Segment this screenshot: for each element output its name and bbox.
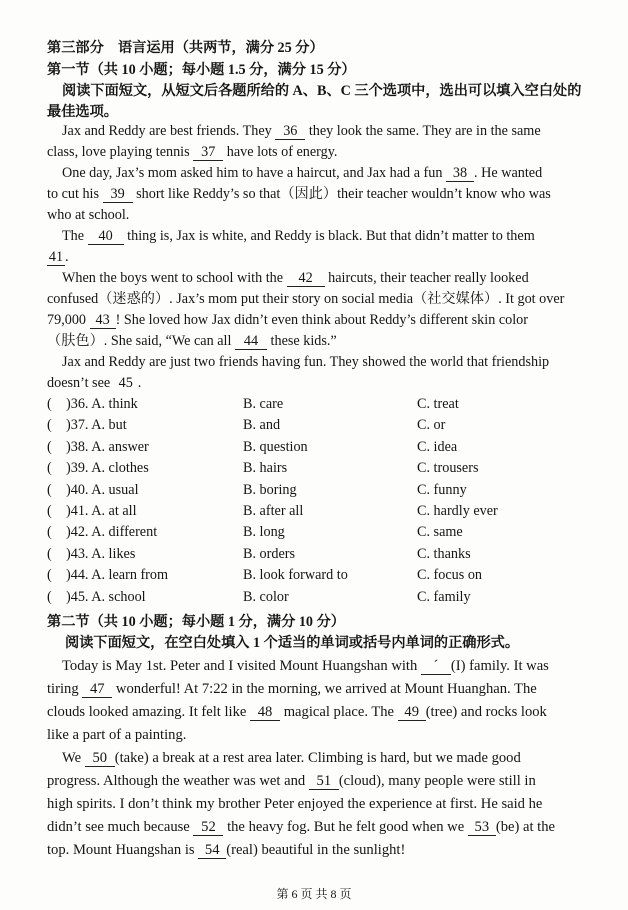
question-option-a: )43. A. likes <box>66 546 136 562</box>
question-option-b: B. after all <box>243 503 304 519</box>
question-option-c: C. same <box>417 524 463 540</box>
passage1-line: to cut his 39 short like Reddy’s so that（因此）their teacher wouldn’t know who was <box>47 186 551 202</box>
blank-53: 53 <box>468 819 496 836</box>
question-option-a: )41. A. at all <box>66 503 137 519</box>
question-option-a: )36. A. think <box>66 396 138 412</box>
question-option-b: B. care <box>243 396 284 412</box>
question-option-a: )44. A. learn from <box>66 567 169 583</box>
blank-46: ´ <box>421 658 451 675</box>
question-option-a: )38. A. answer <box>66 439 149 455</box>
blank-40: 40 <box>88 228 124 245</box>
question-option-a: )40. A. usual <box>66 482 139 498</box>
question-option-a: )37. A. but <box>66 417 127 433</box>
answer-bracket: ( <box>47 503 52 519</box>
answer-bracket: ( <box>47 482 52 498</box>
passage1-line: One day, Jax’s mom asked him to have a haircut, and Jax had a fun 38 . He wanted <box>62 165 543 181</box>
passage2-line: high spirits. I don’t think my brother Peter enjoyed the experience at first. He said he <box>47 796 543 812</box>
blank-42: 42 <box>287 270 325 287</box>
answer-bracket: ( <box>47 417 52 433</box>
question-option-b: B. long <box>243 524 285 540</box>
passage1-line: who at school. <box>47 207 130 223</box>
passage1-line: （肤色）. She said, “We can all 44 these kids.” <box>47 333 337 349</box>
question-option-c: C. focus on <box>417 567 483 583</box>
blank-51: 51 <box>309 773 339 790</box>
part-heading: 第三部分 语言运用（共两节，满分 25 分） <box>47 40 324 56</box>
answer-bracket: ( <box>47 546 52 562</box>
question-option-c: C. idea <box>417 439 458 455</box>
passage1-line: Jax and Reddy are best friends. They 36 they look the same. They are in the same <box>62 123 541 139</box>
passage2-line: clouds looked amazing. It felt like 48 magical place. The 49 (tree) and rocks look <box>47 704 547 720</box>
blank-43: 43 <box>90 312 116 329</box>
question-option-b: B. orders <box>243 546 296 562</box>
blank-52: 52 <box>193 819 223 836</box>
blank-48: 48 <box>250 704 280 721</box>
passage1-line: 79,000 43 ! She loved how Jax didn’t even think about Reddy’s different skin color <box>47 312 528 328</box>
question-option-c: C. or <box>417 417 446 433</box>
passage1-line: 41 . <box>48 249 69 265</box>
answer-bracket: ( <box>47 589 52 605</box>
section2-heading: 第二节（共 10 小题；每小题 1 分，满分 10 分） <box>47 614 345 630</box>
question-option-b: B. hairs <box>243 460 288 476</box>
blank-36: 36 <box>275 123 305 140</box>
section2-instruction: 阅读下面短文，在空白处填入 1 个适当的单词或括号内单词的正确形式。 <box>65 635 520 651</box>
passage2-line: Today is May 1st. Peter and I visited Mount Huangshan with ´ (I) family. It was <box>62 658 549 674</box>
passage2-line: progress. Although the weather was wet and 51 (cloud), many people were still in <box>47 773 536 789</box>
blank-39: 39 <box>103 186 133 203</box>
answer-bracket: ( <box>47 524 52 540</box>
blank-45: 45 <box>118 375 133 391</box>
section1-instruction-line1: 阅读下面短文，从短文后各题所给的 A、B、C 三个选项中，选出可以填入空白处的 <box>62 83 582 99</box>
blank-50: 50 <box>85 750 115 767</box>
blank-41: 41 <box>48 249 64 265</box>
question-option-b: B. question <box>243 439 308 455</box>
blank-47: 47 <box>82 681 112 698</box>
answer-bracket: ( <box>47 396 52 412</box>
passage1-line: doesn’t see 45 . <box>47 375 142 391</box>
blank-38: 38 <box>446 165 474 182</box>
answer-bracket: ( <box>47 460 52 476</box>
passage2-line: We 50 (take) a break at a rest area later. Climbing is hard, but we made good <box>62 750 521 766</box>
passage2-line: didn’t see much because 52 the heavy fog. But he felt good when we 53 (be) at the <box>47 819 555 835</box>
passage1-line: Jax and Reddy are just two friends having fun. They showed the world that friendship <box>62 354 550 370</box>
blank-37: 37 <box>193 144 223 161</box>
answer-bracket: ( <box>47 567 52 583</box>
question-option-b: B. look forward to <box>243 567 348 583</box>
question-option-c: C. treat <box>417 396 459 412</box>
question-option-a: )45. A. school <box>66 589 146 605</box>
passage1-line: class, love playing tennis 37 have lots of energy. <box>47 144 338 160</box>
answer-bracket: ( <box>47 439 52 455</box>
question-option-b: B. and <box>243 417 281 433</box>
passage1-line: The 40 thing is, Jax is white, and Reddy is black. But that didn’t matter to them <box>62 228 535 244</box>
question-option-c: C. hardly ever <box>417 503 498 519</box>
question-option-a: )42. A. different <box>66 524 158 540</box>
passage2-line: like a part of a painting. <box>47 727 187 743</box>
section1-heading: 第一节（共 10 小题；每小题 1.5 分，满分 15 分） <box>47 62 356 78</box>
passage2-line: tiring 47 wonderful! At 7:22 in the morning, we arrived at Mount Huanghan. The <box>47 681 537 697</box>
question-option-b: B. color <box>243 589 289 605</box>
question-option-a: )39. A. clothes <box>66 460 149 476</box>
question-option-c: C. funny <box>417 482 467 498</box>
question-option-c: C. family <box>417 589 471 605</box>
passage1-line: confused（迷惑的）. Jax’s mom put their story on social media（社交媒体）. It got over <box>47 291 565 307</box>
section1-instruction-line2: 最佳选项。 <box>47 104 118 120</box>
question-option-b: B. boring <box>243 482 297 498</box>
question-option-c: C. trousers <box>417 460 479 476</box>
blank-54: 54 <box>198 842 226 859</box>
passage2-line: top. Mount Huangshan is 54 (real) beautiful in the sunlight! <box>47 842 406 858</box>
question-option-c: C. thanks <box>417 546 471 562</box>
passage1-line: When the boys went to school with the 42 haircuts, their teacher really looked <box>62 270 529 286</box>
blank-49: 49 <box>398 704 426 721</box>
blank-44: 44 <box>235 333 267 350</box>
page-footer: 第 6 页 共 8 页 <box>276 887 352 901</box>
